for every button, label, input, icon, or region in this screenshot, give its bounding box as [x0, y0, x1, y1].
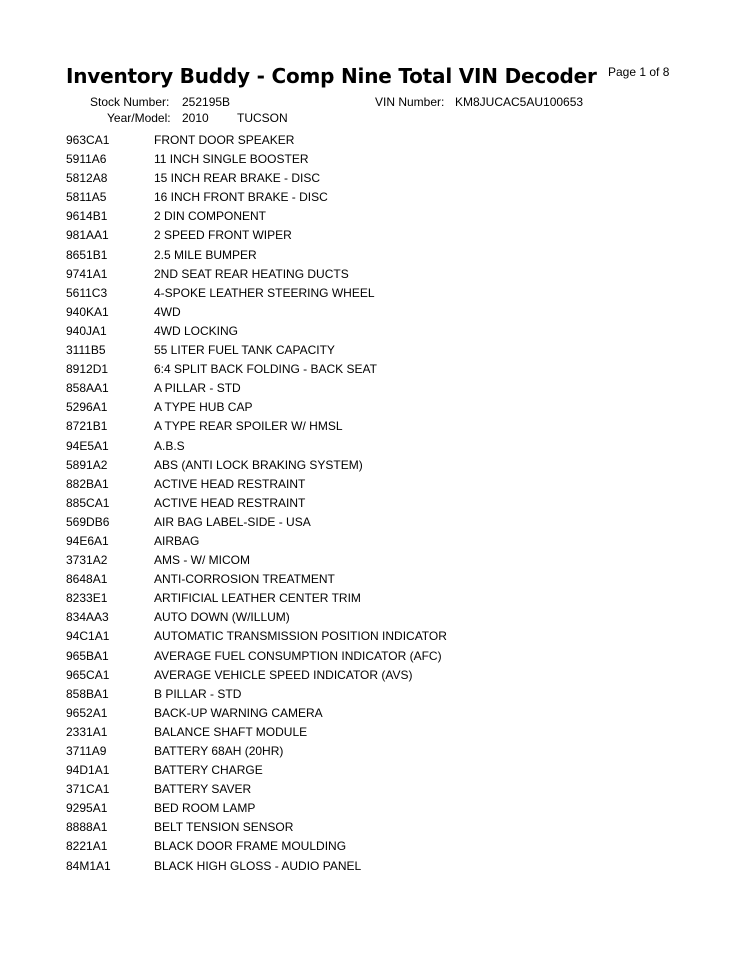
option-description: 16 INCH FRONT BRAKE - DISC [154, 190, 328, 205]
option-code: 3711A9 [66, 744, 107, 758]
option-description: BLACK HIGH GLOSS - AUDIO PANEL [154, 858, 362, 873]
vin-number-value: KM8JUCAC5AU100653 [455, 95, 584, 109]
option-description: A PILLAR - STD [154, 381, 241, 396]
list-item [66, 322, 706, 341]
option-code: 3731A2 [66, 553, 108, 568]
option-description: ACTIVE HEAD RESTRAINT [154, 495, 306, 510]
option-description: 15 INCH REAR BRAKE - DISC [154, 171, 321, 186]
report-title: Inventory Buddy - Comp Nine Total VIN Decoder [66, 64, 597, 88]
option-code: 5812A8 [66, 171, 108, 186]
option-description: AUTO DOWN (W/ILLUM) [154, 610, 290, 625]
option-description: AVERAGE FUEL CONSUMPTION INDICATOR (AFC) [154, 648, 442, 663]
option-description: 4-SPOKE LEATHER STEERING WHEEL [154, 285, 375, 300]
option-code: 5811A5 [66, 190, 107, 205]
stock-number-value: 252195B [182, 95, 231, 109]
option-code: 5911A6 [66, 152, 107, 167]
option-description: ABS (ANTI LOCK BRAKING SYSTEM) [154, 457, 363, 472]
option-code: 940KA1 [66, 304, 109, 319]
option-code: 963CA1 [66, 133, 110, 147]
option-code: 858BA1 [66, 686, 109, 701]
option-code: 8651B1 [66, 247, 108, 262]
option-description: A.B.S [154, 438, 185, 453]
option-code: 2331A1 [66, 724, 108, 739]
option-description: AUTOMATIC TRANSMISSION POSITION INDICATOR [154, 629, 447, 644]
option-description: AIRBAG [154, 533, 200, 548]
option-code: 3111B5 [66, 343, 106, 358]
option-code: 9741A1 [66, 266, 108, 281]
stock-number-label: Stock Number: [90, 95, 170, 109]
list-item [66, 398, 706, 417]
list-item [66, 207, 706, 226]
option-code: 8233E1 [66, 591, 108, 606]
list-item [66, 532, 706, 551]
option-description: ANTI-CORROSION TREATMENT [154, 572, 335, 587]
option-code: 965CA1 [66, 667, 110, 682]
list-item [66, 627, 706, 646]
list-item [66, 360, 706, 379]
list-item [66, 799, 706, 818]
option-code: 84M1A1 [66, 858, 111, 873]
option-description: BED ROOM LAMP [154, 801, 256, 816]
option-description: BALANCE SHAFT MODULE [154, 724, 308, 739]
option-code: 94E6A1 [66, 533, 109, 548]
option-description: 2ND SEAT REAR HEATING DUCTS [154, 266, 349, 281]
list-item [66, 647, 706, 666]
option-code: 885CA1 [66, 495, 110, 510]
option-code: 94E5A1 [66, 438, 109, 453]
list-item [66, 226, 706, 245]
list-item [66, 437, 706, 456]
list-item [66, 513, 706, 532]
option-code: 8888A1 [66, 820, 108, 835]
option-description: BELT TENSION SENSOR [154, 820, 294, 835]
option-code: 965BA1 [66, 648, 109, 663]
list-item [66, 685, 706, 704]
list-item [66, 608, 706, 627]
option-code: 5296A1 [66, 400, 108, 415]
list-item [66, 780, 706, 799]
list-item [66, 589, 706, 608]
option-description: BLACK DOOR FRAME MOULDING [154, 839, 347, 854]
option-code: 940JA1 [66, 323, 107, 338]
list-item [66, 284, 706, 303]
list-item [66, 417, 706, 436]
option-code: 8721B1 [66, 419, 108, 434]
option-code: 882BA1 [66, 476, 109, 491]
option-code: 5611C3 [66, 285, 108, 300]
option-code: 94C1A1 [66, 629, 110, 644]
vin-number-label: VIN Number: [375, 95, 445, 109]
option-description: 55 LITER FUEL TANK CAPACITY [154, 343, 335, 358]
option-description: 4WD LOCKING [154, 323, 239, 338]
option-description: 4WD [154, 304, 181, 319]
option-code: 94D1A1 [66, 763, 110, 778]
option-code: 371CA1 [66, 782, 110, 797]
option-description: BATTERY SAVER [154, 782, 252, 797]
option-description: BATTERY 68AH (20HR) [154, 744, 284, 758]
list-item [66, 379, 706, 398]
list-item [66, 761, 706, 780]
option-description: AMS - W/ MICOM [154, 553, 250, 568]
option-description: 2 DIN COMPONENT [154, 209, 267, 224]
list-item [66, 857, 706, 876]
list-item [66, 837, 706, 856]
option-code: 5891A2 [66, 457, 108, 472]
page-number: Page 1 of 8 [608, 65, 670, 79]
list-item [66, 265, 706, 284]
list-item [66, 570, 706, 589]
option-description: ACTIVE HEAD RESTRAINT [154, 476, 306, 491]
list-item [66, 188, 706, 207]
option-description: ARTIFICIAL LEATHER CENTER TRIM [154, 591, 361, 606]
option-description: 11 INCH SINGLE BOOSTER [154, 152, 309, 167]
option-description: AVERAGE VEHICLE SPEED INDICATOR (AVS) [154, 667, 413, 682]
list-item [66, 475, 706, 494]
list-item [66, 723, 706, 742]
option-code: 9614B1 [66, 209, 108, 224]
list-item [66, 818, 706, 837]
year-model-label: Year/Model: [107, 111, 171, 125]
model-value: TUCSON [237, 111, 288, 125]
list-item [66, 742, 706, 761]
option-list [66, 131, 706, 876]
option-description: B PILLAR - STD [154, 686, 242, 701]
option-description: 2 SPEED FRONT WIPER [154, 228, 292, 243]
option-code: 858AA1 [66, 381, 109, 396]
list-item [66, 131, 706, 150]
option-code: 9295A1 [66, 801, 108, 816]
option-code: 8221A1 [66, 839, 108, 854]
list-item [66, 341, 706, 360]
option-description: FRONT DOOR SPEAKER [154, 133, 295, 147]
list-item [66, 303, 706, 322]
option-description: AIR BAG LABEL-SIDE - USA [154, 514, 311, 529]
option-description: BATTERY CHARGE [154, 763, 263, 778]
option-description: BACK-UP WARNING CAMERA [154, 705, 323, 720]
list-item [66, 456, 706, 475]
option-code: 9652A1 [66, 705, 108, 720]
option-description: A TYPE HUB CAP [154, 400, 253, 415]
list-item [66, 494, 706, 513]
option-code: 8912D1 [66, 362, 109, 377]
option-description: 2.5 MILE BUMPER [154, 247, 257, 262]
option-description: 6:4 SPLIT BACK FOLDING - BACK SEAT [154, 362, 377, 377]
option-code: 8648A1 [66, 572, 108, 587]
list-item [66, 704, 706, 723]
option-description: A TYPE REAR SPOILER W/ HMSL [154, 419, 343, 434]
list-item [66, 551, 706, 570]
option-code: 569DB6 [66, 514, 110, 529]
list-item [66, 666, 706, 685]
option-code: 981AA1 [66, 228, 109, 243]
list-item [66, 246, 706, 265]
list-item [66, 150, 706, 169]
list-item [66, 169, 706, 188]
year-value: 2010 [182, 111, 209, 125]
option-code: 834AA3 [66, 610, 109, 625]
